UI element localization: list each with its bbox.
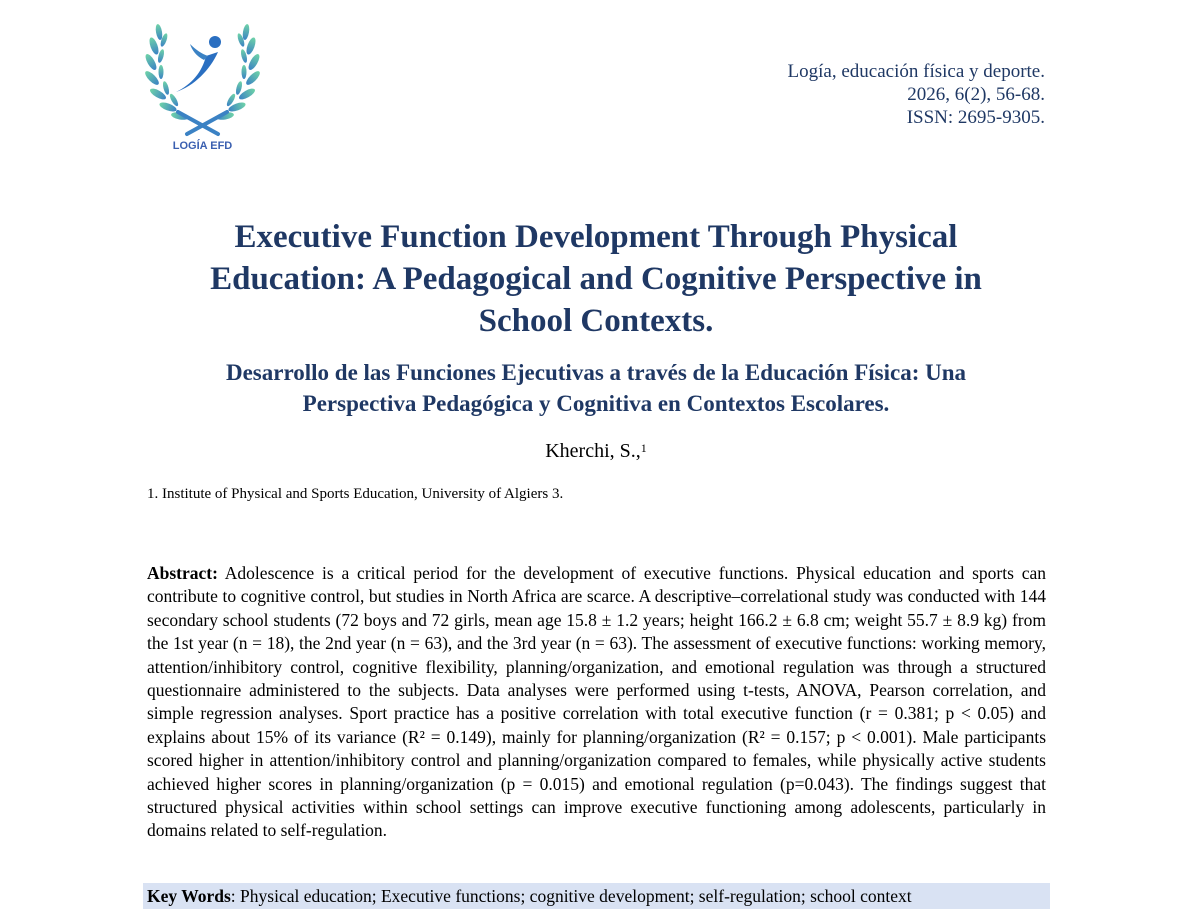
subtitle-line: Perspectiva Pedagógica y Cognitiva en Contextos Escolares. xyxy=(302,391,890,416)
journal-name: Logía, educación física y deporte. xyxy=(787,61,1045,82)
subtitle-line: Desarrollo de las Funciones Ejecutivas a través de la Educación Física: Una xyxy=(225,360,967,385)
keywords-text: : Physical education; Executive functions; cognitive development; self-regulation; school context xyxy=(230,886,912,906)
keywords-label: Key Words xyxy=(147,886,231,906)
title-line: School Contexts. xyxy=(478,303,714,339)
author-line xyxy=(140,438,1052,464)
title-line: Executive Function Development Through Physical xyxy=(234,219,958,255)
author-name: Kherchi, S., xyxy=(545,440,641,462)
journal-info xyxy=(788,60,1045,129)
journal-issn: ISSN: 2695-9305. xyxy=(906,107,1045,128)
affiliation: 1. Institute of Physical and Sports Education, University of Algiers 3. xyxy=(147,486,564,502)
title-line: Education: A Pedagogical and Cognitive Perspective in xyxy=(210,261,982,297)
abstract-label: Abstract: xyxy=(147,563,218,583)
paper-title xyxy=(140,216,1052,342)
journal-issue: 2026, 6(2), 56-68. xyxy=(907,84,1045,105)
laurel-logo-icon xyxy=(140,12,265,157)
abstract-text: Adolescence is a critical period for the development of executive functions. Physical education and sports can contribute to cognitive control, but studies in North Africa are scarce. A descriptive–correlational study was conducted with 144 secondary school students (72 boys and 72 girls, mean age 15.8 ± 1.2 years; height 166.2 ± 6.8 cm; weight 55.7 ± 8.9 kg) from the 1st year (n = 18), the 2nd year (n = 63), and the 3rd year (n = 63). The assessment of executive functions: working memory, attention/inhibitory control, cognitive flexibility, planning/organization, and emotional regulation was through a structured questionnaire administered to the subjects. Data analyses were performed using t-tests, ANOVA, Pearson correlation, and simple regression analyses. Sport practice has a positive correlation with total executive function (r = 0.381; p < 0.05) and explains about 15% of its variance (R² = 0.149), mainly for planning/organization (R² = 0.157; p < 0.001). Male participants scored higher in attention/inhibitory control and planning/organization compared to females, while physically active students achieved higher scores in planning/organization (p = 0.015) and emotional regulation (p=0.043). The findings suggest that structured physical activities within school settings can improve executive functioning among adolescents, particularly in domains related to self-regulation. xyxy=(147,563,1046,841)
logo-text: LOGÍA EFD xyxy=(172,140,233,152)
author-affiliation-mark: 1 xyxy=(640,441,647,455)
journal-logo xyxy=(140,12,265,157)
paper-subtitle xyxy=(140,357,1052,419)
keywords xyxy=(143,883,1050,909)
abstract xyxy=(147,562,1046,843)
